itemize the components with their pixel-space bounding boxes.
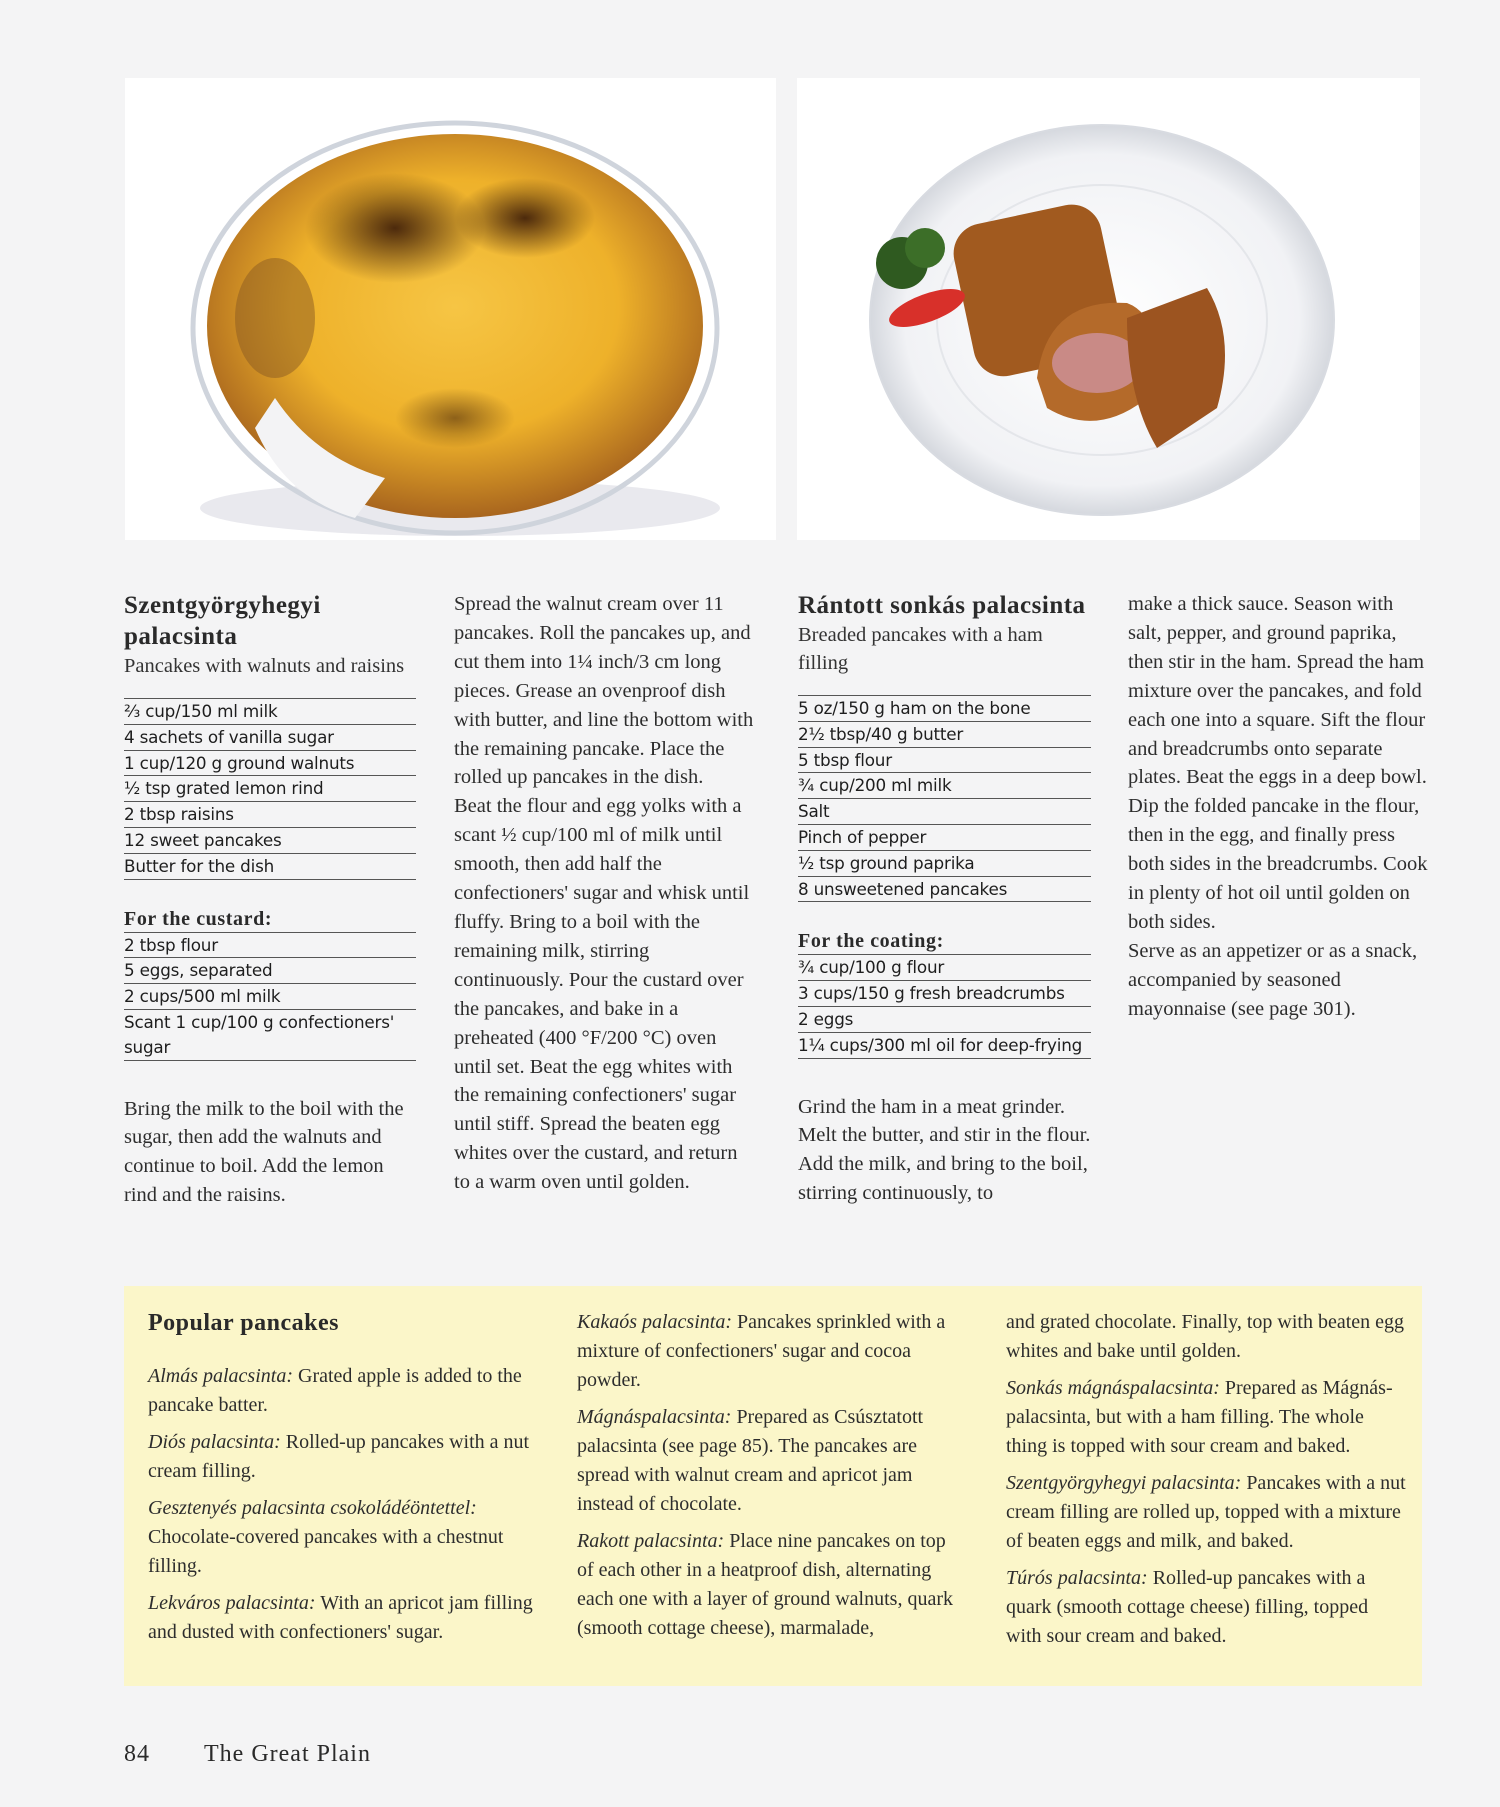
box-column-3 <box>1006 1308 1406 1659</box>
pancake-name: Sonkás mágnáspalacsinta: <box>1006 1377 1220 1399</box>
recipe2-subtitle: Breaded pancakes with a ham filling <box>798 624 1043 674</box>
box-column-1 <box>148 1308 538 1655</box>
recipe1-column-2 <box>454 590 754 1197</box>
pancake-name: Kakaós palacsinta: <box>577 1311 732 1333</box>
pancake-desc: Rolled-up pancakes with a nut cream filling. <box>148 1431 530 1482</box>
pancake-name: Rakott palacsinta: <box>577 1530 725 1552</box>
ingredient-item: ⅔ cup/150 ml milk <box>124 699 416 725</box>
recipe2-method-2: make a thick sauce. Season with salt, pepper, and ground paprika, then stir in the ham. Spread the ham mixture over the pancakes, and fold each one into a square. Sift the flour and breadcrumbs onto separate plates. Beat the eggs in a deep bowl. Dip the folded pancake in the flour, then in the egg, and finally press both sides in the breadcrumbs. Cook in plenty of hot oil until golden on both sides. <box>1128 593 1428 933</box>
pancake-entry <box>577 1527 967 1643</box>
photo-baked-pancake-dish <box>125 78 776 540</box>
ingredient-item: 2 eggs <box>798 1007 1091 1033</box>
ingredient-item: ½ tsp grated lemon rind <box>124 776 416 802</box>
pancake-entry-continued: and grated chocolate. Finally, top with beaten egg whites and bake until golden. <box>1006 1311 1405 1362</box>
box-column-2 <box>577 1308 967 1651</box>
ingredient-item: ¾ cup/100 g flour <box>798 955 1091 981</box>
pancake-desc: Prepared as Mágnás-palacsinta, but with a ham filling. The whole thing is topped with sour cream and baked. <box>1006 1377 1393 1457</box>
pancake-desc: Rolled-up pancakes with a quark (smooth cottage cheese) filling, topped with sour cream and baked. <box>1006 1567 1369 1647</box>
pancake-name: Szentgyörgyhegyi palacsinta: <box>1006 1472 1242 1494</box>
ingredient-item: ¾ cup/200 ml milk <box>798 773 1091 799</box>
recipe2-ingredients <box>798 695 1091 902</box>
ingredient-item: 1 cup/120 g ground walnuts <box>124 751 416 777</box>
ingredient-item: 2½ tbsp/40 g butter <box>798 722 1091 748</box>
pancake-desc: With an apricot jam filling and dusted with confectioners' sugar. <box>148 1592 533 1643</box>
recipe1-method-1: Bring the milk to the boil with the sugar, then add the walnuts and continue to boil. Add the lemon rind and the raisins. <box>124 1097 404 1207</box>
ingredient-item: 8 unsweetened pancakes <box>798 877 1091 903</box>
ingredient-item: 5 eggs, separated <box>124 958 416 984</box>
pancake-desc: Grated apple is added to the pancake batter. <box>148 1365 522 1416</box>
ingredient-item: 12 sweet pancakes <box>124 828 416 854</box>
ingredient-item: Scant 1 cup/100 g confectioners' sugar <box>124 1010 416 1061</box>
ingredient-item: 2 tbsp flour <box>124 933 416 959</box>
pancake-entry <box>1006 1374 1406 1461</box>
box-title: Popular pancakes <box>148 1310 339 1336</box>
ingredient-item: 5 tbsp flour <box>798 748 1091 774</box>
recipe2-column-2 <box>1128 590 1428 1024</box>
recipe2-column-1 <box>798 590 1091 1208</box>
recipe1-title: Szentgyörgyhegyi palacsinta <box>124 592 321 650</box>
pancake-desc: Chocolate-covered pancakes with a chestnut filling. <box>148 1526 504 1577</box>
pancake-name: Lekváros palacsinta: <box>148 1592 316 1614</box>
ingredient-item: ½ tsp ground paprika <box>798 851 1091 877</box>
pancake-name: Diós palacsinta: <box>148 1431 281 1453</box>
pancake-desc: Pancakes sprinkled with a mixture of confectioners' sugar and cocoa powder. <box>577 1311 946 1391</box>
pancake-entry <box>1006 1469 1406 1556</box>
pancake-desc: Prepared as Csúsztatott palacsinta (see page 85). The pancakes are spread with walnut cream and apricot jam instead of chocolate. <box>577 1406 924 1515</box>
coating-ingredients <box>798 954 1091 1058</box>
ingredient-item: 2 tbsp raisins <box>124 802 416 828</box>
baked-dish-illustration <box>125 78 776 540</box>
ingredient-item: 3 cups/150 g fresh breadcrumbs <box>798 981 1091 1007</box>
recipe1-method-3: Beat the flour and egg yolks with a scant ½ cup/100 ml of milk until smooth, then add half the confectioners' sugar and whisk until fluffy. Bring to a boil with the remaining milk, stirring continuously. Pour the custard over the pancakes, and bake in a preheated (400 °F/200 °C) oven until set. Beat the egg whites with the remaining confectioners' sugar until stiff. Spread the beaten egg whites over the custard, and return to a warm oven until golden. <box>454 795 750 1194</box>
coating-heading: For the coating: <box>798 930 944 953</box>
recipe1-column-1 <box>124 590 416 1210</box>
ingredient-item: Salt <box>798 799 1091 825</box>
photo-breaded-pancakes-plate <box>797 78 1420 540</box>
popular-pancakes-box <box>124 1286 1422 1686</box>
breaded-pancakes-illustration <box>797 78 1420 540</box>
pancake-entry <box>1006 1564 1406 1651</box>
pancake-entry <box>148 1494 538 1581</box>
ingredient-item: Butter for the dish <box>124 854 416 880</box>
custard-ingredients <box>124 932 416 1061</box>
ingredient-item: Pinch of pepper <box>798 825 1091 851</box>
recipe1-subtitle: Pancakes with walnuts and raisins <box>124 655 405 677</box>
pancake-desc: Place nine pancakes on top of each other in a heatproof dish, alternating each one with a layer of ground walnuts, quark (smooth cottage cheese), marmalade, <box>577 1530 953 1639</box>
pancake-name: Almás palacsinta: <box>148 1365 293 1387</box>
recipe2-method-3: Serve as an appetizer or as a snack, accompanied by seasoned mayonnaise (see page 301). <box>1128 939 1418 1020</box>
ingredient-item: 5 oz/150 g ham on the bone <box>798 696 1091 722</box>
pancake-name: Gesztenyés palacsinta csokoládéöntettel: <box>148 1497 477 1519</box>
pancake-name: Mágnáspalacsinta: <box>577 1406 732 1428</box>
pancake-entry <box>148 1362 538 1420</box>
recipe1-method-2: Spread the walnut cream over 11 pancakes. Roll the pancakes up, and cut them into 1¼ inch/3 cm long pieces. Grease an ovenproof dish with butter, and line the bottom with the remaining pancake. Place the rolled up pancakes in the dish. <box>454 593 754 789</box>
recipe2-method-1: Grind the ham in a meat grinder. Melt the butter, and stir in the flour. Add the milk, and bring to the boil, stirring continuously, to <box>798 1095 1091 1205</box>
pancake-name: Túrós palacsinta: <box>1006 1567 1148 1589</box>
ingredient-item: 1¼ cups/300 ml oil for deep-frying <box>798 1033 1091 1059</box>
pancake-entry <box>577 1403 967 1519</box>
section-title: The Great Plain <box>204 1741 371 1767</box>
pancake-entry <box>577 1308 967 1395</box>
pancake-entry <box>148 1428 538 1486</box>
recipe2-title: Rántott sonkás palacsinta <box>798 592 1086 619</box>
ingredient-item: 4 sachets of vanilla sugar <box>124 725 416 751</box>
page-footer <box>124 1741 371 1768</box>
page-number: 84 <box>124 1741 150 1767</box>
recipe1-ingredients <box>124 698 416 880</box>
custard-heading: For the custard: <box>124 907 273 930</box>
pancake-entry <box>148 1589 538 1647</box>
pancake-desc: Pancakes with a nut cream filling are rolled up, topped with a mixture of beaten eggs and milk, and baked. <box>1006 1472 1406 1552</box>
ingredient-item: 2 cups/500 ml milk <box>124 984 416 1010</box>
